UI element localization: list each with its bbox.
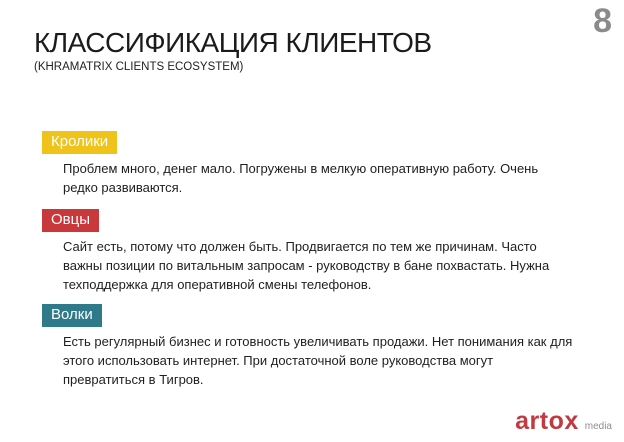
category-badge-rabbits: Кролики — [42, 131, 117, 154]
category-description-wolves — [63, 332, 608, 389]
description-line: превратиться в Тигров. — [63, 372, 204, 387]
description-line: этого использовать интернет. При достаточной воле руководства могут — [63, 353, 494, 368]
description-line: Проблем много, денег мало. Погружены в мелкую оперативную работу. Очень — [63, 161, 539, 176]
category-badge-wolves: Волки — [42, 304, 102, 327]
logo-suffix-text: media — [584, 421, 612, 432]
slide-title: КЛАССИФИКАЦИЯ КЛИЕНТОВ — [34, 27, 432, 58]
description-line: техподдержка для оперативной смены телефонов. — [63, 277, 372, 292]
logo-brand-text: artox — [515, 407, 579, 435]
category-badge-sheep: Овцы — [42, 209, 99, 232]
description-line: Есть регулярный бизнес и готовность увеличивать продажи. Нет понимания как для — [63, 334, 573, 349]
slide-header — [34, 27, 432, 73]
category-description-rabbits — [63, 159, 608, 197]
description-line: Сайт есть, потому что должен быть. Продвигается по тем же причинам. Часто — [63, 239, 537, 254]
category-description-sheep — [63, 237, 608, 294]
slide-subtitle: (KHRAMATRIX CLIENTS ECOSYSTEM) — [34, 61, 244, 73]
page-number: 8 — [593, 2, 612, 40]
description-line: редко развиваются. — [63, 180, 183, 195]
section-sheep — [42, 209, 608, 294]
description-line: важны позиции по витальным запросам - руководству в бане похвастать. Нужна — [63, 258, 550, 273]
artox-media-logo — [515, 408, 612, 434]
section-rabbits — [42, 131, 608, 197]
section-wolves — [42, 304, 608, 389]
